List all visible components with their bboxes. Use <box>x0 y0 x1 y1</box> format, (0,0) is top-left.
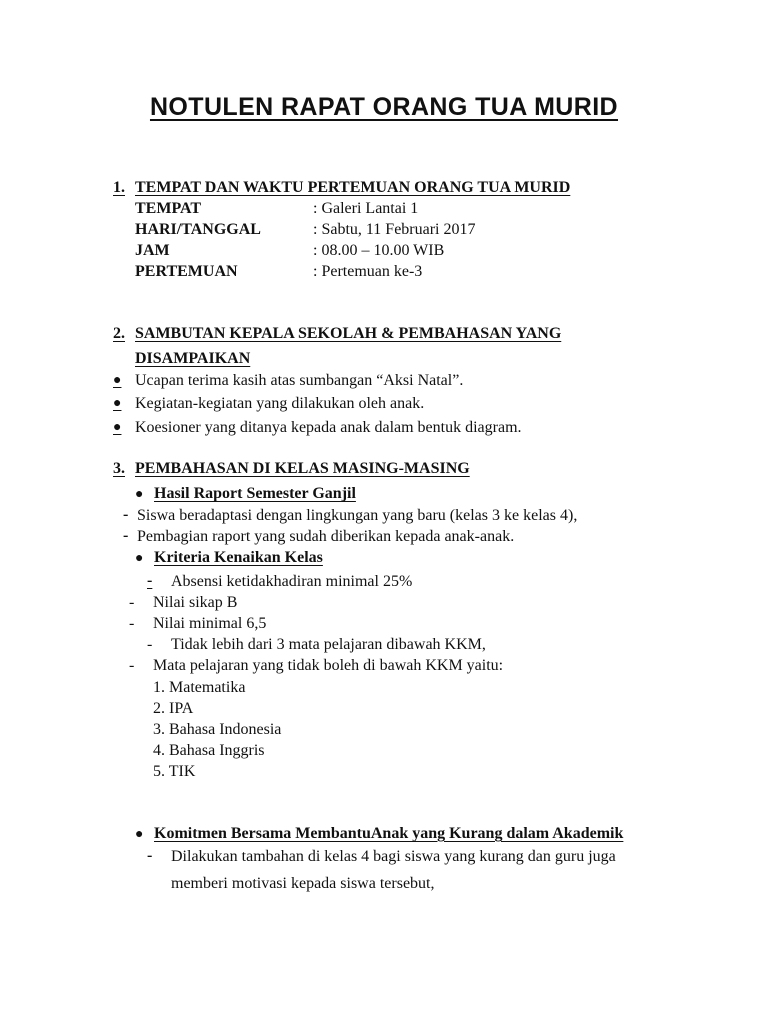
sub2-item-minimal: Nilai minimal 6,5 <box>153 615 267 632</box>
sub1-item: Pembagian raport yang sudah diberikan kepada anak-anak. <box>137 528 515 545</box>
sub3-item-line1: Dilakukan tambahan di kelas 4 bagi siswa yang kurang dan guru juga <box>171 848 616 865</box>
section2-heading-line1: SAMBUTAN KEPALA SEKOLAH & PEMBAHASAN YANG <box>135 325 562 342</box>
dash-icon: - <box>123 527 129 544</box>
section2-heading-line2: DISAMPAIKAN <box>135 350 251 367</box>
section1-value-hari-tanggal: : Sabtu, 11 Februari 2017 <box>313 221 476 238</box>
dash-icon: - <box>129 657 135 674</box>
bullet-icon: ● <box>135 827 144 842</box>
bullet-icon: ● <box>135 487 144 502</box>
dash-icon: - <box>147 572 153 589</box>
subject-item: 4. Bahasa Inggris <box>153 742 265 759</box>
subject-item: 5. TIK <box>153 763 196 780</box>
section2-item: Koesioner yang ditanya kepada anak dalam bentuk diagram. <box>135 419 522 436</box>
section1-value-tempat: : Galeri Lantai 1 <box>313 200 419 217</box>
section1-heading: TEMPAT DAN WAKTU PERTEMUAN ORANG TUA MURID <box>135 179 571 196</box>
dash-icon: - <box>129 594 135 611</box>
dash-icon: - <box>123 506 129 523</box>
section1-label-tempat: TEMPAT <box>135 200 202 217</box>
section2-item: Kegiatan-kegiatan yang dilakukan oleh anak. <box>135 395 425 412</box>
section2-number: 2. <box>113 325 125 342</box>
dash-icon: - <box>147 636 153 653</box>
bullet-icon: ● <box>113 396 122 411</box>
sub1-item: Siswa beradaptasi dengan lingkungan yang baru (kelas 3 ke kelas 4), <box>137 507 578 524</box>
sub1-title: Hasil Raport Semester Ganjil <box>154 485 356 502</box>
sub3-title: Komitmen Bersama MembantuAnak yang Kurang dalam Akademik <box>154 825 624 842</box>
subject-item: 3. Bahasa Indonesia <box>153 721 282 738</box>
section1-label-jam: JAM <box>135 242 170 259</box>
sub2-item-absensi: Absensi ketidakhadiran minimal 25% <box>171 573 413 590</box>
section1-label-pertemuan: PERTEMUAN <box>135 263 238 280</box>
section1-value-pertemuan: : Pertemuan ke-3 <box>313 263 423 280</box>
section1-number: 1. <box>113 179 125 196</box>
subject-item: 2. IPA <box>153 700 194 717</box>
sub2-item-mapel: Mata pelajaran yang tidak boleh di bawah KKM yaitu: <box>153 657 504 674</box>
bullet-icon: ● <box>135 551 144 566</box>
section1-label-hari-tanggal: HARI/TANGGAL <box>135 221 261 238</box>
subject-item: 1. Matematika <box>153 679 246 696</box>
dash-icon: - <box>129 615 135 632</box>
sub3-item-line2: memberi motivasi kepada siswa tersebut, <box>171 875 435 892</box>
sub2-title: Kriteria Kenaikan Kelas <box>154 549 323 566</box>
section3-number: 3. <box>113 460 125 477</box>
document-title: NOTULEN RAPAT ORANG TUA MURID <box>149 93 619 121</box>
dash-icon: - <box>147 847 153 864</box>
section1-value-jam: : 08.00 – 10.00 WIB <box>313 242 445 259</box>
bullet-icon: ● <box>113 420 122 435</box>
section3-heading: PEMBAHASAN DI KELAS MASING-MASING <box>135 460 470 477</box>
sub2-item-tidak: Tidak lebih dari 3 mata pelajaran dibawah KKM, <box>171 636 486 653</box>
bullet-icon: ● <box>113 373 122 388</box>
section2-item: Ucapan terima kasih atas sumbangan “Aksi Natal”. <box>135 372 464 389</box>
sub2-item-sikap: Nilai sikap B <box>153 594 238 611</box>
